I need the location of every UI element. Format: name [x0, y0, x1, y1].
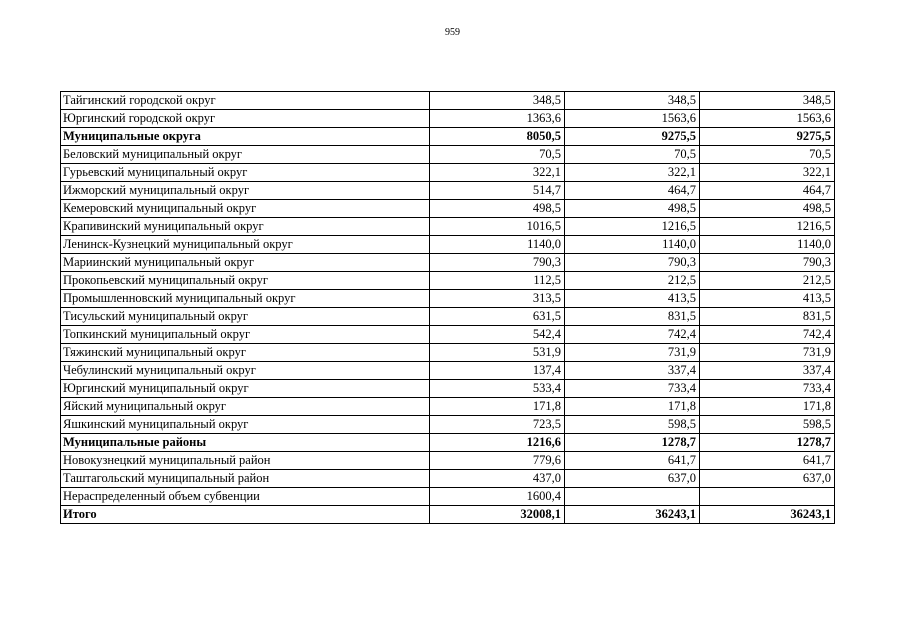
value-cell-1: 322,1: [430, 164, 565, 182]
table-row: [61, 398, 835, 416]
table-row: [61, 344, 835, 362]
value-cell-3: 1140,0: [700, 236, 835, 254]
row-name-cell: Кемеровский муниципальный округ: [61, 200, 430, 218]
row-name-cell: Юргинский муниципальный округ: [61, 380, 430, 398]
table-row: [61, 146, 835, 164]
table-row: [61, 452, 835, 470]
value-cell-1: 137,4: [430, 362, 565, 380]
table-row: [61, 218, 835, 236]
value-cell-3: 413,5: [700, 290, 835, 308]
value-cell-1: 779,6: [430, 452, 565, 470]
value-cell-1: 1140,0: [430, 236, 565, 254]
value-cell-3: 733,4: [700, 380, 835, 398]
value-cell-1: 631,5: [430, 308, 565, 326]
value-cell-3: 212,5: [700, 272, 835, 290]
value-cell-3: 70,5: [700, 146, 835, 164]
value-cell-1: 171,8: [430, 398, 565, 416]
table-row: [61, 236, 835, 254]
value-cell-2: 1140,0: [565, 236, 700, 254]
table-row: [61, 380, 835, 398]
row-name-cell: Юргинский городской округ: [61, 110, 430, 128]
row-name-cell: Беловский муниципальный округ: [61, 146, 430, 164]
value-cell-1: 533,4: [430, 380, 565, 398]
value-cell-1: 498,5: [430, 200, 565, 218]
value-cell-1: 313,5: [430, 290, 565, 308]
table-row: [61, 416, 835, 434]
value-cell-3: 731,9: [700, 344, 835, 362]
value-cell-3: 1216,5: [700, 218, 835, 236]
row-name-cell: Чебулинский муниципальный округ: [61, 362, 430, 380]
value-cell-1: 348,5: [430, 92, 565, 110]
value-cell-1: 1363,6: [430, 110, 565, 128]
value-cell-3: 1563,6: [700, 110, 835, 128]
value-cell-1: 1600,4: [430, 488, 565, 506]
value-cell-3: 742,4: [700, 326, 835, 344]
table-row: [61, 164, 835, 182]
subvention-table: [60, 91, 835, 524]
value-cell-2: 413,5: [565, 290, 700, 308]
value-cell-2: 790,3: [565, 254, 700, 272]
value-cell-1: 32008,1: [430, 506, 565, 524]
row-name-cell: Топкинский муниципальный округ: [61, 326, 430, 344]
row-name-cell: Тисульский муниципальный округ: [61, 308, 430, 326]
row-name-cell: Крапивинский муниципальный округ: [61, 218, 430, 236]
row-name-cell: Прокопьевский муниципальный округ: [61, 272, 430, 290]
value-cell-1: 112,5: [430, 272, 565, 290]
row-name-cell: Муниципальные районы: [61, 434, 430, 452]
value-cell-3: 171,8: [700, 398, 835, 416]
value-cell-3: 498,5: [700, 200, 835, 218]
table-row: [61, 272, 835, 290]
value-cell-3: 36243,1: [700, 506, 835, 524]
value-cell-3: 9275,5: [700, 128, 835, 146]
value-cell-1: 1216,6: [430, 434, 565, 452]
value-cell-3: 337,4: [700, 362, 835, 380]
value-cell-2: 36243,1: [565, 506, 700, 524]
row-name-cell: Таштагольский муниципальный район: [61, 470, 430, 488]
value-cell-2: 337,4: [565, 362, 700, 380]
table-total-row: [61, 128, 835, 146]
table-row: [61, 308, 835, 326]
value-cell-2: 70,5: [565, 146, 700, 164]
value-cell-2: 9275,5: [565, 128, 700, 146]
value-cell-2: 831,5: [565, 308, 700, 326]
value-cell-2: 171,8: [565, 398, 700, 416]
table-row: [61, 470, 835, 488]
table-row: [61, 326, 835, 344]
row-name-cell: Тайгинский городской округ: [61, 92, 430, 110]
table-row: [61, 200, 835, 218]
row-name-cell: Промышленновский муниципальный округ: [61, 290, 430, 308]
table-row: [61, 92, 835, 110]
value-cell-2: 1216,5: [565, 218, 700, 236]
value-cell-2: 731,9: [565, 344, 700, 362]
value-cell-2: 464,7: [565, 182, 700, 200]
table-row: [61, 488, 835, 506]
value-cell-2: 1563,6: [565, 110, 700, 128]
value-cell-3: 464,7: [700, 182, 835, 200]
value-cell-3: 790,3: [700, 254, 835, 272]
row-name-cell: Муниципальные округа: [61, 128, 430, 146]
value-cell-3: 598,5: [700, 416, 835, 434]
row-name-cell: Ижморский муниципальный округ: [61, 182, 430, 200]
value-cell-1: 790,3: [430, 254, 565, 272]
value-cell-3: 1278,7: [700, 434, 835, 452]
row-name-cell: Мариинский муниципальный округ: [61, 254, 430, 272]
value-cell-1: 1016,5: [430, 218, 565, 236]
value-cell-1: 723,5: [430, 416, 565, 434]
value-cell-2: 598,5: [565, 416, 700, 434]
page-number: 959: [445, 27, 460, 38]
value-cell-2: 742,4: [565, 326, 700, 344]
value-cell-3: 641,7: [700, 452, 835, 470]
table-row: [61, 110, 835, 128]
value-cell-1: 437,0: [430, 470, 565, 488]
row-name-cell: Нераспределенный объем субвенции: [61, 488, 430, 506]
row-name-cell: Тяжинский муниципальный округ: [61, 344, 430, 362]
value-cell-3: 831,5: [700, 308, 835, 326]
value-cell-2: 733,4: [565, 380, 700, 398]
row-name-cell: Ленинск-Кузнецкий муниципальный округ: [61, 236, 430, 254]
value-cell-3: 348,5: [700, 92, 835, 110]
value-cell-2: 212,5: [565, 272, 700, 290]
value-cell-2: 637,0: [565, 470, 700, 488]
value-cell-1: 8050,5: [430, 128, 565, 146]
value-cell-3: [700, 488, 835, 506]
table-row: [61, 254, 835, 272]
table-row: [61, 182, 835, 200]
table-row: [61, 290, 835, 308]
table-row: [61, 362, 835, 380]
table-total-row: [61, 506, 835, 524]
table-total-row: [61, 434, 835, 452]
value-cell-1: 514,7: [430, 182, 565, 200]
value-cell-2: 641,7: [565, 452, 700, 470]
row-name-cell: Новокузнецкий муниципальный район: [61, 452, 430, 470]
value-cell-2: [565, 488, 700, 506]
value-cell-3: 322,1: [700, 164, 835, 182]
value-cell-2: 348,5: [565, 92, 700, 110]
value-cell-2: 322,1: [565, 164, 700, 182]
row-name-cell: Яшкинский муниципальный округ: [61, 416, 430, 434]
table-body: [61, 92, 835, 524]
row-name-cell: Гурьевский муниципальный округ: [61, 164, 430, 182]
value-cell-1: 70,5: [430, 146, 565, 164]
row-name-cell: Итого: [61, 506, 430, 524]
value-cell-1: 531,9: [430, 344, 565, 362]
value-cell-1: 542,4: [430, 326, 565, 344]
value-cell-3: 637,0: [700, 470, 835, 488]
value-cell-2: 1278,7: [565, 434, 700, 452]
value-cell-2: 498,5: [565, 200, 700, 218]
row-name-cell: Яйский муниципальный округ: [61, 398, 430, 416]
